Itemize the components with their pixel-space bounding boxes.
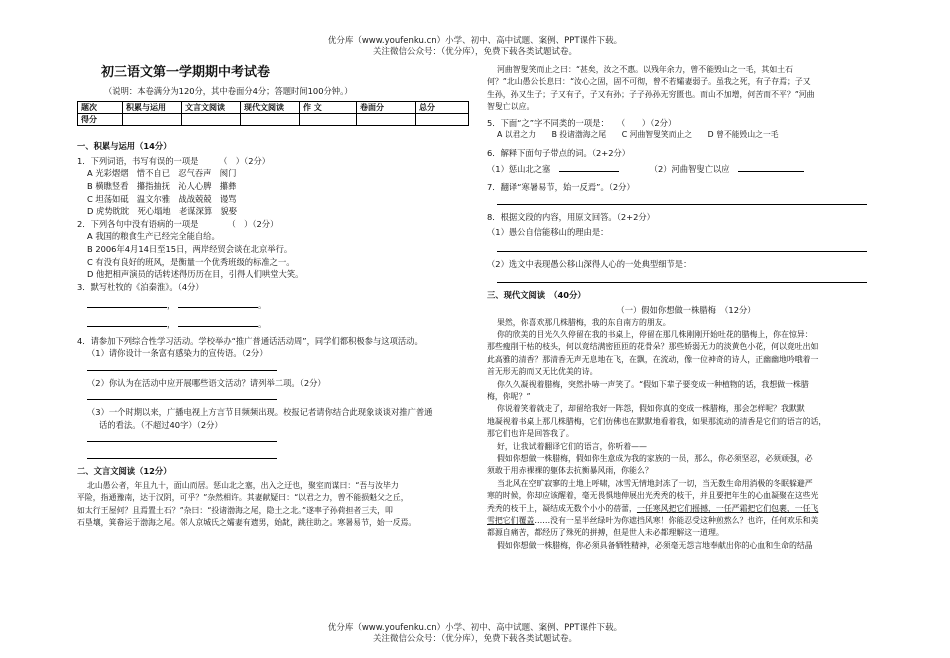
passage-line: 果然，你喜欢那几株腊梅，我的东自南方的朋友。	[497, 317, 671, 327]
passage-line: 智叟亡以应。	[487, 102, 535, 112]
header-line-1: 优分库（www.youfenku.cn）小学、初中、高中试题、案例、PPT课件下载。	[327, 36, 623, 46]
page-header	[0, 36, 950, 58]
passage-line: 河曲智叟笑而止之曰：“甚矣，汝之不惠。以残年余力，曾不能毁山之一毛，其如土石	[497, 65, 793, 74]
score-cell	[416, 114, 469, 126]
question-4-2: （2）你认为在活动中应开展哪些语文活动？请列举二项。（2分）	[87, 377, 326, 388]
answer-line	[87, 360, 277, 371]
passage-line: 首无形无韵而又无比优美的诗。	[487, 367, 598, 377]
section-1-heading: 一、积累与运用（14分）	[77, 141, 172, 152]
score-cell: 文言文阅读	[182, 102, 241, 114]
passage-line: 须敢于用赤裸裸的躯体去抗衡暴风雨，你能么？	[487, 466, 653, 476]
footer-line-2: 关注微信公众号：（优分库），免费下载各类试题试卷。	[372, 634, 577, 644]
exam-note: （说明：本卷满分为120分，其中卷面分4分；答题时间100分钟。）	[104, 85, 353, 96]
score-cell: 题次	[78, 102, 123, 114]
answer-blank	[178, 318, 258, 327]
passage-line: 那它们也许是回答我了。	[487, 429, 574, 439]
q1-option-b: B 横瞧竖看 攥指抽抚 沁人心脾 攥彝	[87, 180, 237, 191]
score-cell: 作 文	[300, 102, 357, 114]
q3-answer-blanks: ， 。	[87, 299, 470, 312]
score-table	[77, 101, 469, 126]
q6-items	[487, 163, 885, 176]
passage-line: 石垦壤，箕畚运于渤海之尾。邻人京城氏之孀妻有遗男，始龀，跳往助之。寒暑易节，始一反焉。	[77, 518, 417, 528]
score-table-header-row	[78, 102, 469, 114]
answer-line	[87, 448, 277, 459]
score-cell	[182, 114, 241, 126]
score-cell: 积累与运用	[123, 102, 182, 114]
answer-line	[87, 431, 277, 442]
passage-line: 假如你想做一株腊梅，你必须具备牺牲精神，必须毫无怨言地奉献出你的心血和生命的结晶	[497, 540, 813, 550]
passage-text: 秃秃的枝干上，凝结成无数个小小的蓓蕾，	[487, 503, 637, 513]
passage-line	[487, 515, 885, 527]
q2-option-c: C 有没有良好的班风，是衡量一个优秀班级的标准之一。	[87, 256, 295, 267]
page-footer	[0, 623, 950, 645]
q2-option-d: D 他把相声演员的话转述得历历在目，引得人们哄堂大笑。	[87, 269, 304, 280]
passage-line: 当北风在空旷寂寥的土地上呼啸，冰雪无情地封冻了一切，当无数生命用消极的冬眠躲避严	[497, 478, 813, 488]
score-cell	[357, 114, 416, 126]
question-8-2: （2）选文中表现愚公移山深得人心的一处典型细节是：	[487, 258, 692, 269]
footer-line-1: 优分库（www.youfenku.cn）小学、初中、高中试题、案例、PPT课件下载。	[327, 623, 623, 633]
underlined-text: 雪把它们覆盖	[487, 516, 535, 526]
q5-options: A 以君之力 B 投诸渤海之尾 C 河曲智叟笑而止之 D 曾不能毁山之一毛	[497, 130, 779, 140]
answer-line	[87, 389, 277, 400]
question-7: 7．翻译“寒暑易节，始一反焉”。（2分）	[487, 182, 635, 192]
score-cell	[300, 114, 357, 126]
passage-line: 何？”北山愚公长息曰：“汝心之固，固不可彻，曾不若孀妻弱子。虽我之死，有子存焉；子又	[487, 77, 811, 87]
passage-line: 地凝视着书桌上那几株腊梅，它们仿佛也在默默地看着我，如果那流动的清香是它们的语言的话，	[487, 416, 827, 426]
score-cell: 卷面分	[357, 102, 416, 114]
passage-line: 好，让我试着翻译它们的语言，你听着——	[497, 441, 647, 451]
question-6: 6．解释下面句子带点的词。（2+2分）	[487, 147, 631, 158]
answer-line	[497, 241, 867, 252]
passage-text: ……没有一星半丝绿叶为你遮挡风寒！你能忍受这种煎熬么？也许，任何欢乐和美	[534, 516, 819, 526]
exam-title: 初三语文第一学期期中考试卷	[101, 65, 271, 80]
passage-line: 寒的时候，你却应该醒着，毫无畏惧地伸展出光秃秃的枝干，并且要把年生的心血凝聚在这些光	[487, 491, 819, 501]
passage-line: 那些瘦削干枯的枝头，何以竟结满密匝匝的花骨朵？那些娇弱无力的淡黄色小花，何以竟吐出如	[487, 342, 819, 352]
question-1: 1．下列词语，书写有误的一项是 （ ）（2分）	[77, 155, 271, 166]
score-cell	[241, 114, 300, 126]
q1-option-a: A 光彩熠熠 惜不自已 忍气吞声 阂门	[87, 168, 237, 179]
classical-passage-cont	[487, 64, 885, 114]
passage-line: 都源自痛苦，都经历了殊死的拼搏，但是世人未必都理解这一道理。	[487, 528, 724, 538]
section-3-heading: 三、现代文阅读 （40分）	[487, 290, 586, 301]
passage-line: 你的欣美的目光久久停留在我的书桌上，停留在那几株刚刚开始吐花的腊梅上，你在惊异：	[497, 329, 813, 339]
passage-line: 生孙，孙又生子；子又有子，子又有孙；子子孙孙无穷匮也。而山不加增，何苦而不平？”河曲	[487, 89, 815, 99]
score-cell: 得分	[78, 114, 123, 126]
answer-line	[497, 272, 867, 283]
question-4-1: （1）请你设计一条富有感染力的宣传语。（2分）	[87, 348, 268, 359]
question-6-2: （2）河曲智叟亡以应	[649, 164, 730, 175]
passage-line: 假如你想做一株腊梅，假如你生意成为我的家族的一员，那么，你必须坚忍，必须顽强，必	[497, 454, 813, 464]
q1-option-d: D 虎势眈眈 死心塌地 老谋深算 貌娶	[87, 206, 238, 217]
answer-blank	[87, 299, 167, 308]
question-8: 8．根据文段的内容，用原文回答。（2+2分）	[487, 211, 655, 222]
question-3: 3．默写杜牧的《泊秦淮》。（4分）	[77, 281, 204, 292]
passage-line: 梅，你呢？”	[487, 392, 531, 401]
answer-blank	[178, 299, 258, 308]
score-table-score-row	[78, 114, 469, 126]
answer-blank	[738, 163, 804, 172]
section-2-heading: 二、文言文阅读（12分）	[77, 466, 172, 477]
question-4: 4．请参加下列综合性学习活动。学校举办“推广普通话活动周”，同学们都积极参与这项活动。	[77, 335, 423, 346]
question-8-1: （1）愚公自信能移山的理由是：	[487, 227, 609, 238]
passage-line: 此高雅的清香？那清香无声无息地在飞，在飘，在流动，像一位神奇的诗人，正幽幽地吟哦着一	[487, 354, 819, 364]
modern-passage	[487, 317, 885, 553]
score-cell: 总分	[416, 102, 469, 114]
question-4-3b: 话的看法。（不超过40字）（2分）	[99, 419, 223, 430]
passage-line	[487, 503, 885, 515]
answer-blank	[559, 163, 619, 172]
passage-line: 你久久凝视着腊梅，突然扑哧一声笑了。“假如下辈子要变成一种植物的话，我想做一株腊	[497, 379, 809, 389]
q3-answer-blanks-2: ， 。	[87, 318, 470, 331]
score-cell	[123, 114, 182, 126]
passage-line: 你说着笑着就走了，却留给我好一阵怨，假如你真的变成一株腊梅，那会怎样呢？我默默	[497, 404, 805, 414]
question-5: 5．下面“之”字不同类的一项是： （ ）（2分）	[487, 117, 677, 128]
passage-line: 如太行王屋何？且焉置土石？”杂曰：“投诸渤海之尾，隐土之北。”遂率子孙荷担者三夫，叩	[77, 505, 393, 515]
answer-line	[497, 194, 867, 205]
answer-blank	[87, 318, 167, 327]
question-4-3a: （3）一个时期以来，广播电视上方言节目频频出现。校报记者请你结合此现象谈谈对推广普通	[87, 407, 433, 418]
right-column	[487, 64, 885, 552]
q2-option-a: A 我国的粮食生产已经完全能自给。	[87, 231, 220, 242]
header-line-2: 关注微信公众号：（优分库），免费下载各类试题试卷。	[372, 47, 577, 57]
underlined-text: 一任寒风把它们摇撼，一任严霜把它们包裹，一任飞	[636, 503, 819, 513]
question-2: 2．下列各句中没有语病的一项是 （ ）（2分）	[77, 218, 279, 229]
q1-option-c: C 坦荡如砥 温文尔雅 战战兢兢 谩骂	[87, 193, 237, 204]
modern-passage-title: （一）假如你想做一株腊梅 （12分）	[616, 304, 756, 315]
question-6-1: （1）惩山北之塞	[487, 164, 551, 175]
q2-option-b: B 2006年4月14日至15日，两岸经贸会谈在北京举行。	[87, 243, 293, 254]
passage-line: 平险，指通豫南，达于汉阴，可乎？”杂然相许。其妻献疑曰：“以君之力，曾不能损魁父之丘，	[77, 493, 409, 503]
passage-line: 北山愚公者，年且九十，面山而居。惩山北之塞，出入之迂也，聚室而谋曰：“吾与汝毕力	[87, 481, 399, 491]
classical-passage	[77, 480, 470, 530]
score-cell: 现代文阅读	[241, 102, 300, 114]
left-column	[77, 64, 470, 530]
